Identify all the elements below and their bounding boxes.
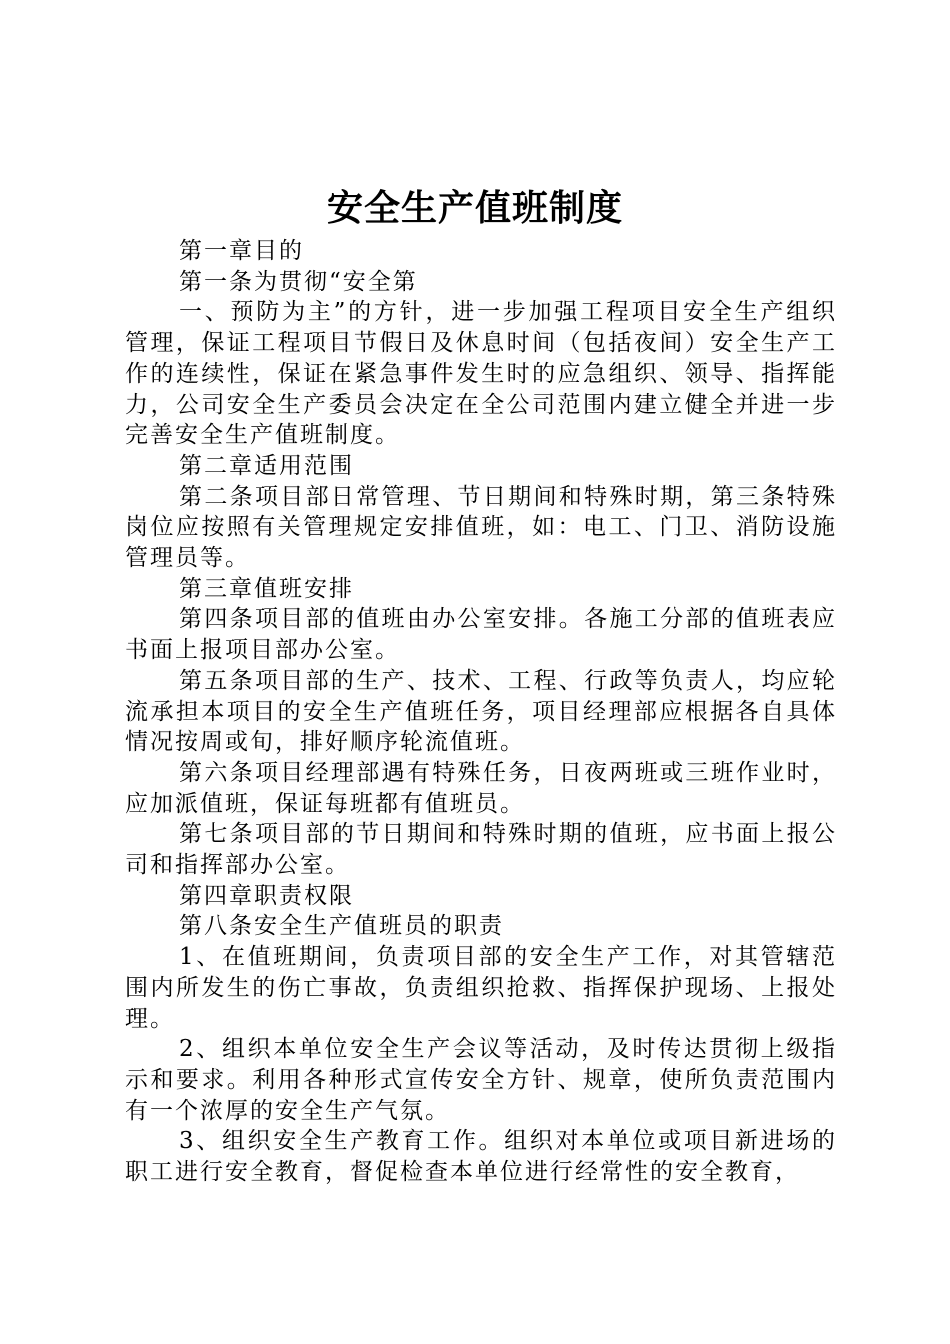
list-item: 2、组织本单位安全生产会议等活动，及时传达贯彻上级指示和要求。利用各种形式宣传安全方针、规章，使所负责范围内有一个浓厚的安全生产气氛。 — [125, 1036, 837, 1124]
article-paragraph: 第八条安全生产值班员的职责 — [179, 913, 504, 940]
article-paragraph: 一、预防为主”的方针，进一步加强工程项目安全生产组织管理，保证工程项目节假日及休息时间（包括夜间）安全生产工作的连续性，保证在紧急事件发生时的应急组织、领导、指挥能力，公司安全生产委员会决定在全公司范围内建立健全并进一步完善安全生产值班制度。 — [125, 299, 837, 449]
document-body — [125, 236, 837, 1188]
document-title: 安全生产值班制度 — [326, 187, 623, 229]
article-paragraph: 第二条项目部日常管理、节日期间和特殊时期，第三条特殊岗位应按照有关管理规定安排值班，如：电工、门卫、消防设施管理员等。 — [125, 483, 837, 572]
chapter-heading: 第二章适用范围 — [179, 452, 354, 479]
article-paragraph: 第七条项目部的节日期间和特殊时期的值班，应书面上报公司和指挥部办公室。 — [125, 821, 837, 879]
list-item: 3、组织安全生产教育工作。组织对本单位或项目新进场的职工进行安全教育，督促检查本单位进行经常性的安全教育， — [125, 1128, 837, 1186]
article-paragraph: 第四条项目部的值班由办公室安排。各施工分部的值班表应书面上报项目部办公室。 — [125, 606, 837, 664]
list-item: 1、在值班期间，负责项目部的安全生产工作，对其管辖范围内所发生的伤亡事故，负责组织抢救、指挥保护现场、上报处理。 — [125, 944, 837, 1032]
article-paragraph: 第六条项目经理部遇有特殊任务，日夜两班或三班作业时，应加派值班，保证每班都有值班员。 — [125, 759, 837, 817]
article-paragraph: 第五条项目部的生产、技术、工程、行政等负责人，均应轮流承担本项目的安全生产值班任务，项目经理部应根据各自具体情况按周或旬，排好顺序轮流值班。 — [125, 667, 837, 756]
article-paragraph: 第一条为贯彻“安全第 — [179, 268, 418, 295]
chapter-heading: 第四章职责权限 — [179, 882, 354, 909]
chapter-heading: 第一章目的 — [179, 238, 304, 264]
chapter-heading: 第三章值班安排 — [179, 575, 354, 602]
